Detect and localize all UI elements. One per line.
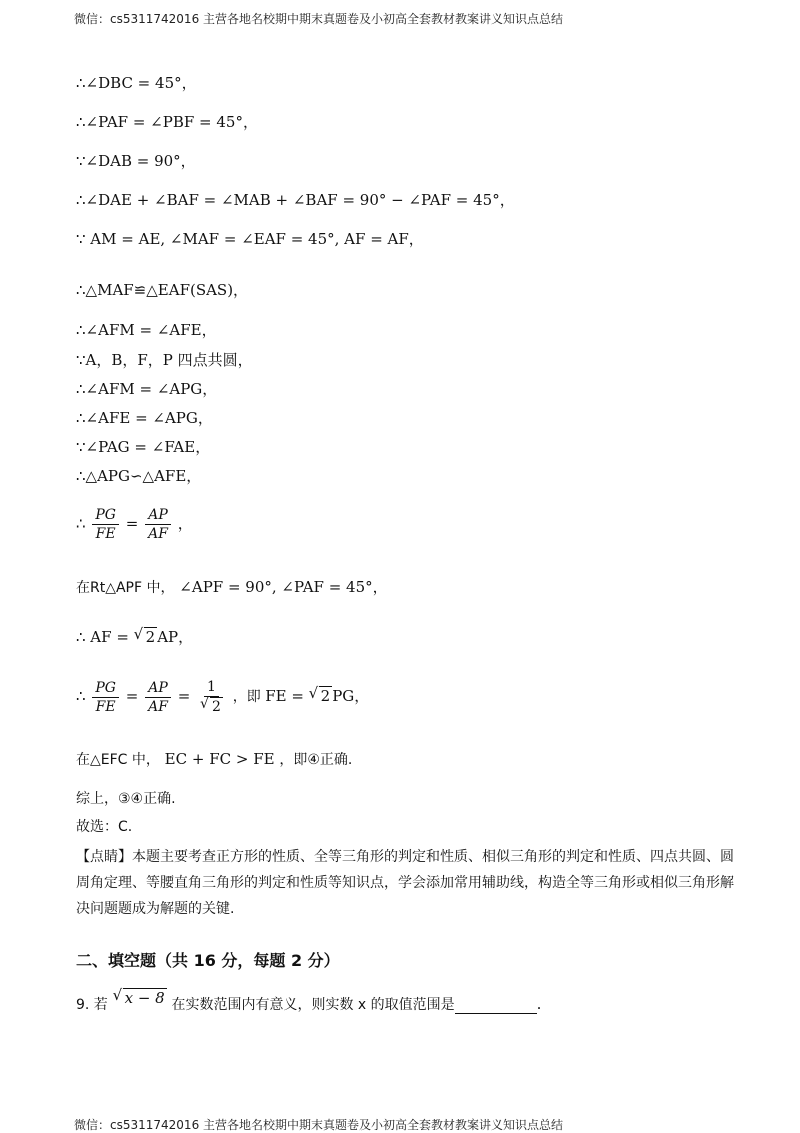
page-footer: 微信：cs5311742016 主营各地名校期中期末真题卷及小初高全套教材教案讲义知识点总结 bbox=[74, 1118, 564, 1132]
page-header: 微信：cs5311742016 主营各地名校期中期末真题卷及小初高全套教材教案讲义知识点总结 bbox=[74, 12, 564, 26]
prefix: ∴ bbox=[76, 687, 86, 705]
equals: = bbox=[125, 687, 139, 705]
efc-pre: 在△EFC 中， bbox=[76, 752, 160, 768]
radicand: x − 8 bbox=[124, 989, 165, 1007]
step-line: ∵A，B，F，P 四点共圆， bbox=[76, 351, 253, 369]
suffix: ， bbox=[177, 514, 193, 533]
summary-text: 综上，③④正确. bbox=[76, 791, 176, 807]
denominator: FE bbox=[95, 698, 116, 715]
answer-blank[interactable] bbox=[455, 999, 537, 1014]
answer-text: 故选：C. bbox=[76, 819, 133, 835]
denominator: AF bbox=[148, 526, 168, 542]
sqrt bbox=[134, 627, 158, 646]
sqrt bbox=[309, 686, 333, 705]
prefix: ∴ bbox=[76, 514, 86, 533]
step-line: ∴△APG∽△AFE， bbox=[76, 467, 202, 485]
step-line: ∴∠DAE + ∠BAF = ∠MAB + ∠BAF = 90° − ∠PAF = 45°， bbox=[76, 191, 515, 209]
fraction bbox=[92, 679, 119, 716]
step-line: ∴∠DBC = 45°， bbox=[76, 74, 197, 92]
numerator: AP bbox=[145, 506, 171, 525]
step-line: ∴∠AFM = ∠AFE， bbox=[76, 321, 217, 339]
af-line bbox=[76, 627, 193, 646]
q9-end: . bbox=[536, 995, 542, 1013]
fraction-line bbox=[76, 506, 193, 543]
equals: = bbox=[125, 514, 139, 533]
fraction bbox=[145, 506, 171, 543]
step-line: ∵ AM = AE, ∠MAF = ∠EAF = 45°, AF = AF， bbox=[76, 230, 424, 248]
radicand: 2 bbox=[145, 628, 156, 646]
step-line: ∴∠AFM = ∠APG， bbox=[76, 380, 218, 398]
denominator: AF bbox=[148, 698, 168, 715]
step-line: ∵∠PAG = ∠FAE， bbox=[76, 438, 211, 456]
denominator bbox=[197, 697, 226, 716]
pg-text: PG， bbox=[332, 687, 370, 705]
rt-triangle-line bbox=[76, 578, 388, 597]
comment-paragraph: 【点睛】本题主要考查正方形的性质、全等三角形的判定和性质、相似三角形的判定和性质、四点共圆、圆周角定理、等腰直角三角形的判定和性质等知识点，学会添加常用辅助线，构造全等三角形或相似三角形解决问题题成为解题的关键. bbox=[76, 849, 734, 917]
efc-math: EC + FC > FE bbox=[164, 750, 275, 768]
fraction bbox=[197, 678, 226, 716]
numerator: AP bbox=[145, 679, 171, 698]
q9-number: 9. 若 bbox=[76, 997, 108, 1013]
af-post: AP， bbox=[157, 628, 194, 646]
rt-prefix: 在Rt△APF 中， bbox=[76, 580, 175, 596]
radicand: 2 bbox=[320, 687, 331, 705]
fraction bbox=[145, 679, 171, 716]
denominator: FE bbox=[95, 526, 116, 542]
sqrt bbox=[113, 988, 167, 1007]
step-line: ∵∠DAB = 90°， bbox=[76, 152, 196, 170]
efc-post: ，即④正确. bbox=[279, 752, 353, 768]
fe-text: FE = bbox=[265, 687, 309, 705]
fraction bbox=[92, 506, 119, 543]
numerator: PG bbox=[92, 679, 119, 698]
q9-text: 在实数范围内有意义，则实数 x 的取值范围是 bbox=[171, 997, 455, 1013]
af-pre: ∴ AF = bbox=[76, 628, 134, 646]
fraction-line-2 bbox=[76, 678, 369, 716]
numerator: PG bbox=[92, 506, 119, 525]
rt-math: ∠APF = 90°, ∠PAF = 45°， bbox=[179, 578, 388, 596]
question-9 bbox=[76, 988, 541, 1014]
radicand: 2 bbox=[212, 699, 221, 715]
sqrt bbox=[200, 697, 223, 716]
step-line: ∴∠PAF = ∠PBF = 45°， bbox=[76, 113, 258, 131]
mid-text: ，即 bbox=[232, 689, 266, 705]
section-title: 二、填空题（共 16 分，每题 2 分） bbox=[76, 951, 340, 970]
step-line: ∴△MAF≌△EAF(SAS)， bbox=[76, 281, 249, 299]
equals: = bbox=[177, 687, 191, 705]
step-line: ∴∠AFE = ∠APG， bbox=[76, 409, 213, 427]
efc-line bbox=[76, 750, 352, 769]
numerator: 1 bbox=[204, 678, 219, 697]
